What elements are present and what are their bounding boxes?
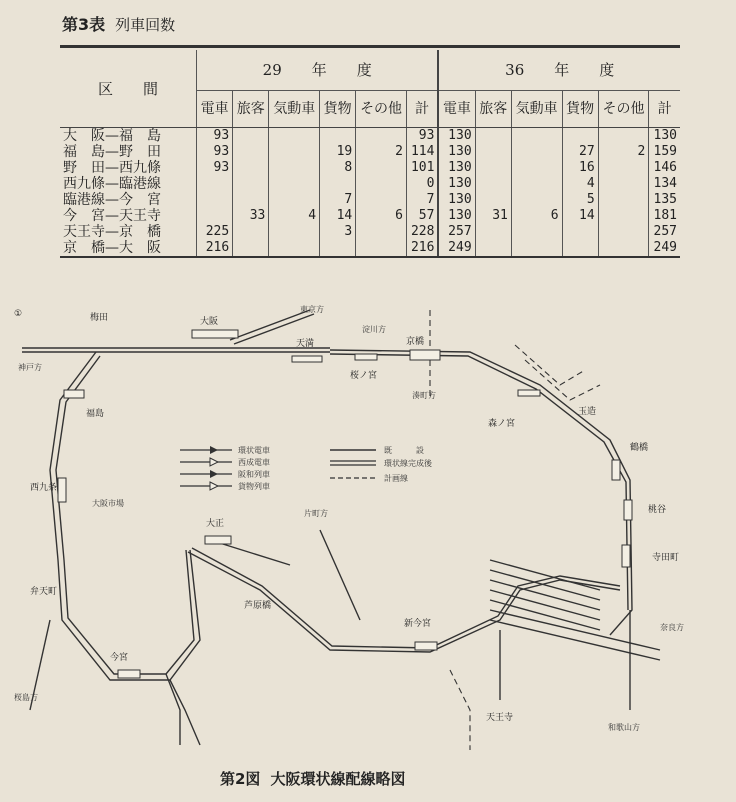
value-cell: 8 <box>320 160 356 176</box>
value-cell <box>475 176 511 192</box>
legend-item <box>330 473 408 483</box>
value-cell: 14 <box>562 208 598 224</box>
value-cell <box>511 160 562 176</box>
figure-title: 大阪環状線配線略図 <box>270 770 406 788</box>
value-cell: 257 <box>649 224 680 240</box>
platform-shin-imamiya <box>415 642 437 650</box>
value-cell: 181 <box>649 208 680 224</box>
value-cell <box>356 176 407 192</box>
platform-fukushima <box>64 390 84 398</box>
value-cell: 3 <box>320 224 356 240</box>
legend-label: 環状線完成後 <box>384 459 432 468</box>
platform-imamiya <box>118 670 140 678</box>
value-cell: 130 <box>438 160 475 176</box>
legend-item <box>180 481 270 491</box>
station-label: 大正 <box>206 519 225 529</box>
col-passenger: 旅客 <box>475 91 511 128</box>
loop-line-diagram <box>0 290 736 760</box>
station-label: 天王寺 <box>486 713 514 723</box>
value-cell: 93 <box>213 128 230 143</box>
value-cell <box>233 224 269 240</box>
planned-line <box>515 345 585 385</box>
value-cell <box>197 176 233 192</box>
table-row <box>60 144 680 160</box>
value-cell: 146 <box>649 160 680 176</box>
value-cell <box>475 128 511 145</box>
value-cell <box>233 176 269 192</box>
value-cell <box>233 192 269 208</box>
station-label: 玉造 <box>578 407 597 417</box>
table-caption <box>62 12 175 35</box>
value-cell <box>511 192 562 208</box>
train-count-table <box>60 50 680 258</box>
value-cell: 93 <box>406 128 438 145</box>
value-cell: 4 <box>269 208 320 224</box>
table-number: 第3表 <box>62 15 106 34</box>
table-row <box>60 160 680 176</box>
platform-sakuranomiya <box>355 354 377 360</box>
section-cell: 臨港線—今 宮 <box>60 192 197 208</box>
value-cell: 134 <box>649 176 680 192</box>
planned-track <box>430 310 600 750</box>
table-row <box>60 240 680 257</box>
value-cell: 225 <box>205 224 230 239</box>
value-cell: 14 <box>320 208 356 224</box>
section-cell: 大 阪—福 島 <box>60 128 197 145</box>
value-cell: 2 <box>598 144 649 160</box>
value-cell: 135 <box>649 192 680 208</box>
line-label: 片町方 <box>304 509 328 518</box>
value-cell <box>269 144 320 160</box>
station-label: 弁天町 <box>30 587 58 597</box>
station-label: 桃谷 <box>648 505 667 515</box>
arrow-open-icon <box>210 482 218 490</box>
station-labels <box>14 304 684 732</box>
table-row <box>60 224 680 240</box>
platform-teradacho <box>622 545 630 567</box>
year-header-row <box>60 50 680 91</box>
value-cell: 130 <box>438 144 475 160</box>
value-cell <box>269 128 320 145</box>
col-electric: 電車 <box>197 91 233 128</box>
legend-item <box>330 458 433 468</box>
station-label: 大阪 <box>200 317 219 327</box>
legend-label: 西成電車 <box>238 458 270 467</box>
section-cell: 野 田—西九條 <box>60 160 197 176</box>
figure-caption <box>220 768 405 789</box>
value-cell: 6 <box>511 208 562 224</box>
yard-track <box>490 610 660 650</box>
value-cell <box>269 192 320 208</box>
value-cell <box>598 176 649 192</box>
line-label: 奈良方 <box>660 623 684 632</box>
col-total: 計 <box>406 91 438 128</box>
loop-west-track <box>56 356 194 674</box>
station-label: 森ノ宮 <box>488 419 516 429</box>
col-electric: 電車 <box>438 91 475 128</box>
platform-kyobashi <box>410 350 440 360</box>
value-cell <box>598 208 649 224</box>
yard-track <box>490 620 660 660</box>
station-label: 天満 <box>296 339 315 349</box>
loop-west-track <box>50 352 200 680</box>
value-cell <box>269 160 320 176</box>
table-body <box>60 128 680 258</box>
value-cell <box>197 192 233 208</box>
figure-legend <box>180 445 433 491</box>
value-cell <box>475 224 511 240</box>
arrow-open-icon <box>210 458 218 466</box>
station-label: 梅田 <box>90 313 109 323</box>
value-cell <box>320 176 356 192</box>
line-label: 神戸方 <box>18 363 42 372</box>
value-cell: 130 <box>438 128 475 145</box>
value-cell: 130 <box>438 192 475 208</box>
value-cell <box>233 144 269 160</box>
station-label: 新今宮 <box>404 619 432 629</box>
tokyo-line-track <box>230 310 310 340</box>
platform-tennoji-west <box>205 536 231 544</box>
station-label: 芦原橋 <box>244 601 272 611</box>
line-label: 淀川方 <box>362 325 386 334</box>
value-cell <box>511 128 562 145</box>
col-total: 計 <box>649 91 680 128</box>
section-cell: 西九條—臨港線 <box>60 176 197 192</box>
value-cell: 114 <box>406 144 438 160</box>
line-label: 和歌山方 <box>608 723 640 732</box>
col-dmu: 気動車 <box>511 91 562 128</box>
value-cell: 5 <box>562 192 598 208</box>
value-cell <box>475 144 511 160</box>
table-title: 列車回数 <box>115 16 176 34</box>
station-label: 今宮 <box>110 653 129 663</box>
table-row <box>60 128 680 145</box>
year-36-header: 36 年 度 <box>438 50 680 91</box>
platform-tsuruhashi <box>612 460 620 480</box>
value-cell <box>475 192 511 208</box>
value-cell: 257 <box>438 224 475 240</box>
value-cell <box>511 224 562 240</box>
value-cell <box>475 160 511 176</box>
line-label: 東京方 <box>300 305 324 314</box>
value-cell <box>356 128 407 145</box>
value-cell <box>233 240 269 257</box>
station-label: 福島 <box>86 409 105 419</box>
value-cell <box>233 128 269 145</box>
value-cell: 101 <box>406 160 438 176</box>
value-cell <box>269 224 320 240</box>
value-cell <box>356 192 407 208</box>
value-cell <box>197 208 233 224</box>
value-cell <box>598 192 649 208</box>
station-label: 寺田町 <box>652 553 680 563</box>
station-label: 桜ノ宮 <box>350 371 378 381</box>
value-cell: 130 <box>438 208 475 224</box>
legend-item <box>180 457 270 467</box>
loop-east-track <box>330 354 628 610</box>
legend-label: 環状電車 <box>238 446 270 455</box>
legend-item <box>180 445 270 455</box>
minatomachi-track <box>170 680 200 745</box>
table-top-rule <box>60 45 680 48</box>
value-cell: 249 <box>649 240 680 257</box>
legend-item <box>180 469 270 479</box>
value-cell <box>233 160 269 176</box>
value-cell: 216 <box>406 240 438 257</box>
value-cell: 228 <box>406 224 438 240</box>
value-cell: 27 <box>562 144 598 160</box>
value-cell <box>511 176 562 192</box>
value-cell <box>320 128 356 145</box>
platform-tenma <box>292 356 322 362</box>
track-layout <box>22 310 660 745</box>
value-cell <box>356 224 407 240</box>
table-row <box>60 176 680 192</box>
value-cell: 93 <box>213 160 230 175</box>
value-cell <box>511 240 562 257</box>
value-cell: 249 <box>438 240 475 257</box>
col-freight: 貨物 <box>562 91 598 128</box>
figure-corner-mark: ① <box>14 309 23 319</box>
value-cell <box>356 240 407 257</box>
value-cell <box>269 176 320 192</box>
value-cell: 130 <box>649 128 680 145</box>
value-cell: 0 <box>406 176 438 192</box>
value-cell: 33 <box>233 208 269 224</box>
value-cell <box>356 160 407 176</box>
col-dmu: 気動車 <box>269 91 320 128</box>
platform-momodani <box>624 500 632 520</box>
legend-label: 計画線 <box>384 474 408 483</box>
loop-east-track <box>330 350 632 635</box>
value-cell: 16 <box>562 160 598 176</box>
station-label: 鶴橋 <box>630 443 649 453</box>
col-other: その他 <box>356 91 407 128</box>
value-cell: 7 <box>320 192 356 208</box>
col-freight: 貨物 <box>320 91 356 128</box>
section-cell: 今 宮—天王寺 <box>60 208 197 224</box>
station-label: 大阪市場 <box>92 499 124 508</box>
value-cell: 2 <box>356 144 407 160</box>
station-label: 西九条 <box>30 483 58 493</box>
katamachi-line-track <box>320 530 360 620</box>
value-cell: 7 <box>406 192 438 208</box>
value-cell: 216 <box>197 240 233 257</box>
value-cell <box>269 240 320 257</box>
platform-nishikujo <box>58 478 66 502</box>
section-cell: 京 橋—大 阪 <box>60 240 197 257</box>
section-cell: 福 島—野 田 <box>60 144 197 160</box>
legend-label: 貨物列車 <box>238 482 270 491</box>
year-29-header: 29 年 度 <box>197 50 439 91</box>
planned-line <box>450 670 470 750</box>
platform-osaka <box>192 330 238 338</box>
legend-label: 阪和列車 <box>238 470 270 479</box>
table-row <box>60 208 680 224</box>
value-cell <box>511 144 562 160</box>
value-cell <box>598 224 649 240</box>
value-cell <box>562 128 598 145</box>
value-cell <box>562 224 598 240</box>
arrow-solid-icon <box>210 446 218 454</box>
value-cell <box>320 240 356 257</box>
value-cell: 6 <box>356 208 407 224</box>
value-cell: 93 <box>213 144 230 159</box>
arrow-solid-icon <box>210 470 218 478</box>
value-cell <box>475 240 511 257</box>
value-cell: 130 <box>438 176 475 192</box>
value-cell <box>598 160 649 176</box>
figure-number: 第2図 <box>220 770 261 788</box>
value-cell: 4 <box>562 176 598 192</box>
line-label: 湊町方 <box>412 391 436 400</box>
line-label: 桜島方 <box>14 693 38 702</box>
legend-label: 既 設 <box>384 446 424 455</box>
table-row <box>60 192 680 208</box>
col-other: その他 <box>598 91 649 128</box>
value-cell: 57 <box>406 208 438 224</box>
value-cell: 19 <box>320 144 356 160</box>
value-cell: 31 <box>475 208 511 224</box>
section-cell: 天王寺—京 橋 <box>60 224 197 240</box>
value-cell: 159 <box>649 144 680 160</box>
legend-item <box>330 446 424 455</box>
station-label: 京橋 <box>406 337 425 347</box>
value-cell <box>598 128 649 145</box>
value-cell <box>598 240 649 257</box>
col-passenger: 旅客 <box>233 91 269 128</box>
platform-morinomiya <box>518 390 540 396</box>
value-cell <box>562 240 598 257</box>
platforms <box>58 330 632 678</box>
section-header: 区 間 <box>60 50 197 128</box>
